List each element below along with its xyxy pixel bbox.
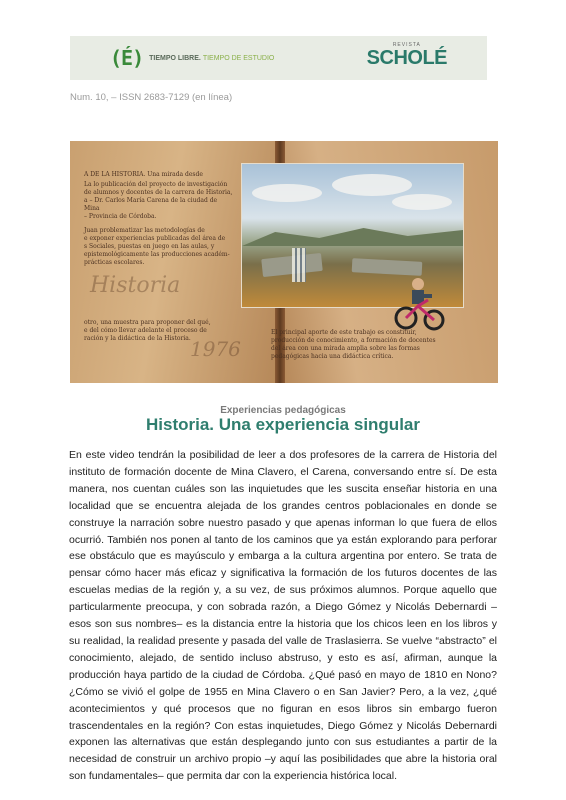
scribble-year: 1976 [190, 337, 241, 361]
issn-line: Num. 10, – ISSN 2683-7129 (en línea) [70, 92, 233, 103]
left-line: La lo publicación del proyecto de investigación [84, 181, 228, 188]
cloud [332, 174, 412, 196]
brand-tagline [149, 55, 274, 62]
photo-caption [271, 329, 441, 361]
left-bottom-line: e del cómo llevar adelante el proceso de [84, 327, 207, 334]
hero-image [70, 141, 498, 383]
left-line: a – Dr. Carlos María Carena de la ciudad de Mina [84, 197, 218, 212]
left-line: epistemológicamente las producciones académ- [84, 251, 230, 258]
left-line: prácticas escolares. [84, 259, 145, 266]
brand-secondary: TIEMPO DE ESTUDIO [202, 54, 275, 62]
left-line: – Provincia de Córdoba. [84, 213, 157, 220]
caption-line: pedagógicas hacia una didáctica crítica. [271, 353, 394, 360]
article-title: Historia. Una experiencia singular [146, 415, 420, 434]
caption-line: del área con una mirada amplia sobre las formas [271, 345, 420, 352]
magazine-logo [367, 42, 447, 68]
left-line: e exponer experiencias publicadas del área de [84, 235, 226, 242]
cloud [392, 194, 452, 210]
magazine-name: SCHOLÉ [366, 47, 447, 69]
section-label: Experiencias pedagógicas [220, 405, 346, 416]
caption-line: El principal aporte de este trabajo es constituir, [271, 329, 417, 336]
left-page-heading: A DE LA HISTORIA. Una mirada desde [84, 171, 203, 178]
caption-line: producción de conocimiento, a formación de docentes [271, 337, 436, 344]
scribble-historia: Historia [90, 273, 181, 298]
page-header [70, 36, 487, 80]
left-line: de alumnos y docentes de la carrera de Historia, [84, 189, 233, 196]
left-bottom-line: otro, una muestra para proponer del qué, [84, 319, 211, 326]
left-line: Juan problematizar las metodologías de [84, 227, 205, 234]
brand-logo: (É) [110, 46, 144, 70]
brand-primary: TIEMPO LIBRE. [149, 54, 201, 62]
child-on-bicycle [388, 276, 448, 336]
left-page-text [84, 181, 234, 267]
stone-wall [352, 258, 423, 276]
left-line: s Sociales, puestas en juego en las aulas, y [84, 243, 215, 250]
revista-label: REVISTA [392, 42, 421, 48]
cloud [252, 184, 322, 202]
mountains [242, 226, 463, 246]
left-bottom-line: ración y la didáctica de la Historia. [84, 335, 191, 342]
article-body: En este video tendrán la posibilidad de leer a dos profesores de la carrera de Historia del instituto de formación docente de Mina Clavero, el Carena, conversando entre sí. De esta manera, nos cuentan cuáles son las inquietudes que les suscita enseñar historia en una localidad que se encuentra alejada de los grandes centros poblacionales en donde se construye la narración sobre nuestro pasado y que apenas informan lo que fuera de ellos ocurrió. También nos ponen al tanto de los caminos que ya están explorando para perforar ese obstáculo que es mayúsculo y embarga a la cultura argentina por entero. Se trata de pensar cómo hacer más eficaz y significativa la formación de los futuros docentes de las escuelas medias de la región y, a su vez, de sus próximos alumnos. Porque aquello que particularmente preocupa, y con sobrada razón, a Diego Gómez y Nicolás Debernardi –esos son sus nombres– es la distancia entre la historia que los chicos leen en los libros y su realidad, la realidad presente y pasada del valle de Traslasierra. Se vuelve “abstracto” el conocimiento, alejado, de sentido incluso abstruso, y esto es así, afirman, aunque la producción haya partido de la ciudad de Córdoba. ¿Qué pasó en mayo de 1810 en Nono? ¿Cómo se vivió el golpe de 1955 en Mina Clavero o en San Javier? Pero, a la vez, ¿qué acontecimientos y qué procesos que no figuran en esos libros sin embargo fueron trascendentales en la región? Con estas inquietudes, Diego Gómez y Nicolás Debernardi exponen las alternativas que están desplegando junto con sus estudiantes a partir de la necesidad de construir un archivo propio –y aquí las posibilidades que abre la historia oral son fundamentales– que permita dar con la experiencia histórica local. [69, 449, 497, 783]
child-figure [292, 248, 306, 282]
